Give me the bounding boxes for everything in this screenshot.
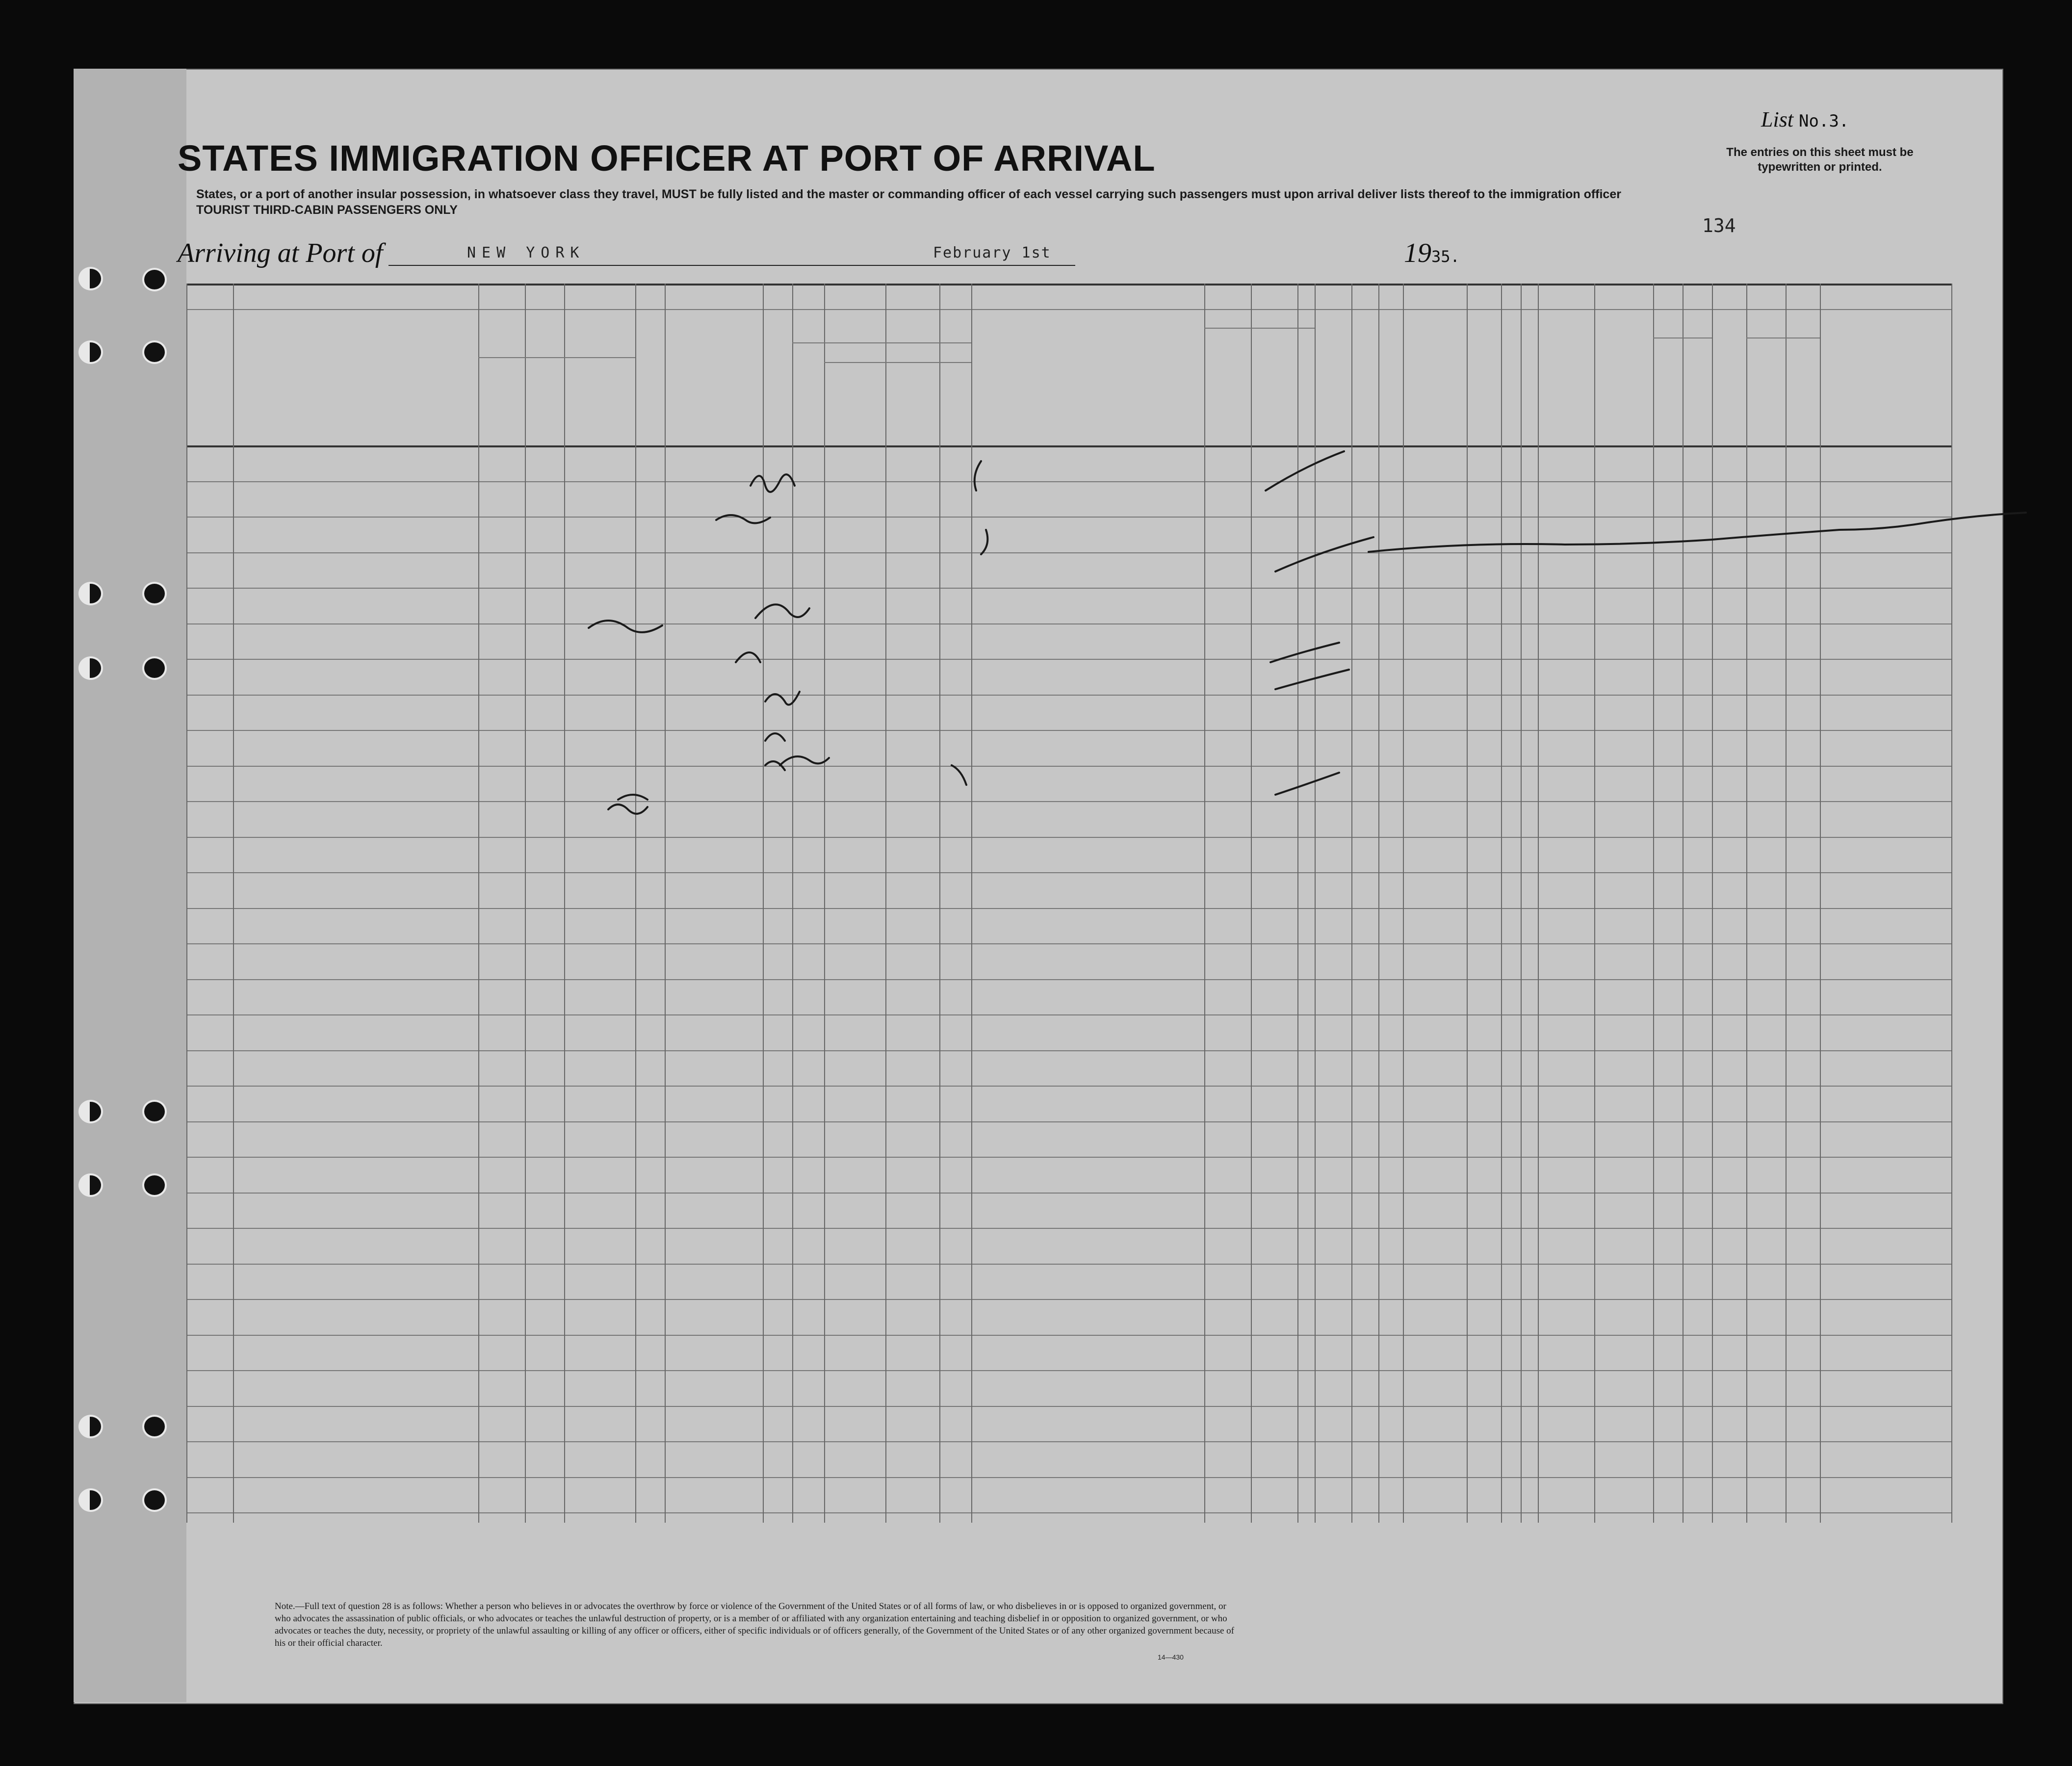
row-divider (186, 837, 1952, 838)
row-divider (186, 1086, 1952, 1087)
row-divider (186, 659, 1952, 660)
column-divider (525, 284, 526, 1523)
row-divider (186, 1299, 1952, 1300)
punch-hole (78, 267, 103, 290)
binding-margin (74, 69, 186, 1702)
column-divider (1746, 284, 1747, 1523)
before-us-subheader-line (792, 342, 971, 343)
row-divider (186, 1157, 1952, 1158)
column-divider (233, 284, 234, 1523)
column-divider (1297, 284, 1298, 1523)
header-money (764, 316, 791, 443)
column-divider (1403, 284, 1404, 1523)
row-divider (186, 623, 1952, 624)
column-divider (1951, 284, 1952, 1523)
header-prison (1316, 313, 1350, 443)
punch-hole (142, 1100, 167, 1123)
subtitle-instructions: States, or a port of another insular possession, in whatsoever class they travel, MUST be fully listed and the master or commanding officer of each vessel carrying such passengers must upon arrival deliver lists thereof to the immigration officer (196, 187, 1621, 201)
row-divider (186, 695, 1952, 696)
row-divider (186, 872, 1952, 873)
column-divider (1467, 284, 1468, 1523)
column-divider (1820, 284, 1821, 1523)
list-label: List (1761, 107, 1794, 131)
row-divider (186, 1014, 1952, 1015)
row-divider (186, 766, 1952, 767)
if-yes-subheader-line (824, 362, 971, 363)
table-top-border (186, 284, 1952, 286)
punch-hole (142, 1488, 167, 1512)
form-number: 14—430 (1158, 1653, 1184, 1661)
typewritten-notice: The entries on this sheet must be typewritten or printed. (1726, 146, 1914, 174)
column-divider (971, 284, 972, 1523)
column-divider (939, 284, 940, 1523)
row-divider (186, 943, 1952, 944)
port-value: NEW YORK (467, 244, 585, 261)
punch-hole (78, 656, 103, 680)
row-divider (186, 1264, 1952, 1265)
purpose-subheader-line (1204, 328, 1315, 329)
header-excluded (1502, 313, 1519, 443)
row-divider (186, 517, 1952, 518)
column-number-divider (186, 309, 1952, 310)
subtitle (196, 186, 1668, 218)
year-prefix: 19 (1404, 238, 1431, 268)
column-divider (1538, 284, 1539, 1523)
punch-hole (78, 1415, 103, 1438)
header-anarchist (1380, 313, 1401, 443)
column-divider (1712, 284, 1713, 1523)
punch-hole (142, 582, 167, 605)
column-divider (1683, 284, 1684, 1523)
punch-hole (78, 1100, 103, 1123)
column-divider (1653, 284, 1654, 1523)
column-divider (1521, 284, 1522, 1523)
sheet-number: 134 (1702, 215, 1736, 236)
row-divider (186, 1441, 1952, 1442)
header-ticket (637, 316, 663, 443)
column-divider (665, 284, 666, 1523)
row-divider (186, 908, 1952, 909)
row-divider (186, 730, 1952, 731)
header-polygamist (1353, 313, 1377, 443)
arriving-label: Arriving at Port of (178, 238, 383, 268)
punch-hole (78, 340, 103, 364)
punch-hole (142, 656, 167, 680)
row-divider (186, 1512, 1952, 1513)
column-divider (186, 284, 187, 1523)
year-label (1404, 237, 1460, 269)
row-divider (186, 979, 1952, 980)
punch-hole (78, 1173, 103, 1197)
row-divider (186, 1121, 1952, 1122)
column-divider (1594, 284, 1595, 1523)
row-divider (186, 1477, 1952, 1478)
column-divider (1351, 284, 1352, 1523)
header-overthrow (1404, 313, 1465, 443)
punch-hole (142, 1173, 167, 1197)
subtitle-class: TOURIST THIRD-CABIN PASSENGERS ONLY (196, 203, 458, 217)
punch-hole (78, 1488, 103, 1512)
list-number (1761, 107, 1849, 132)
header-arrested (1522, 313, 1536, 443)
row-divider (186, 1228, 1952, 1229)
column-divider (564, 284, 565, 1523)
header-purpose-length (1252, 331, 1296, 443)
column-divider (1786, 284, 1787, 1523)
page-title: STATES IMMIGRATION OFFICER AT PORT OF ARRIVAL (178, 138, 1156, 179)
year-suffix: 35. (1431, 247, 1460, 266)
row-divider (186, 1193, 1952, 1194)
punch-hole (78, 582, 103, 605)
column-divider (635, 284, 636, 1523)
list-number-value: No.3. (1799, 111, 1849, 131)
arrival-line (178, 237, 1460, 272)
column-divider (1378, 284, 1379, 1523)
date-value: February 1st (933, 244, 1051, 261)
row-divider (186, 1406, 1952, 1407)
column-divider (1315, 284, 1316, 1523)
row-divider (186, 1050, 1952, 1051)
column-divider (763, 284, 764, 1523)
header-purpose-citizen (1299, 331, 1313, 443)
destination-subheader-line (478, 357, 635, 358)
manifest-table (186, 284, 1952, 1523)
punch-hole (142, 340, 167, 364)
column-divider (1251, 284, 1252, 1523)
port-underline (388, 265, 1075, 266)
row-divider (186, 588, 1952, 589)
column-divider (478, 284, 479, 1523)
column-divider (824, 284, 825, 1523)
punch-hole (142, 268, 167, 291)
row-divider (186, 481, 1952, 482)
column-divider (885, 284, 886, 1523)
header-labor-offer (1468, 313, 1500, 443)
column-divider (1204, 284, 1205, 1523)
column-divider (792, 284, 793, 1523)
row-divider (186, 552, 1952, 553)
header-bottom-border (186, 445, 1952, 447)
row-divider (186, 1335, 1952, 1336)
column-divider (1501, 284, 1502, 1523)
punch-hole (142, 1415, 167, 1438)
row-divider (186, 801, 1952, 802)
footnote: Note.—Full text of question 28 is as follows: Whether a person who believes in or advocates the overthrow by force or violence of the Government of the United States or of all forms of law, or who disbelieves in or is opposed to organized government, or who advocates the assassination of public officials, or who advocates or teaches the unlawful destruction of property, or is a member of or affiliated with any organization entertaining and teaching disbelief in or opposition to organized government, or who advocates or teaches the duty, necessity, or propriety of the unlawful assaulting or killing of any officer or officers, either of specific individuals or of officers generally, of the Government of the United States or of any other organized government because of his or their official character. (275, 1601, 1235, 1648)
row-divider (186, 1370, 1952, 1371)
header-purpose-return (1206, 331, 1249, 443)
